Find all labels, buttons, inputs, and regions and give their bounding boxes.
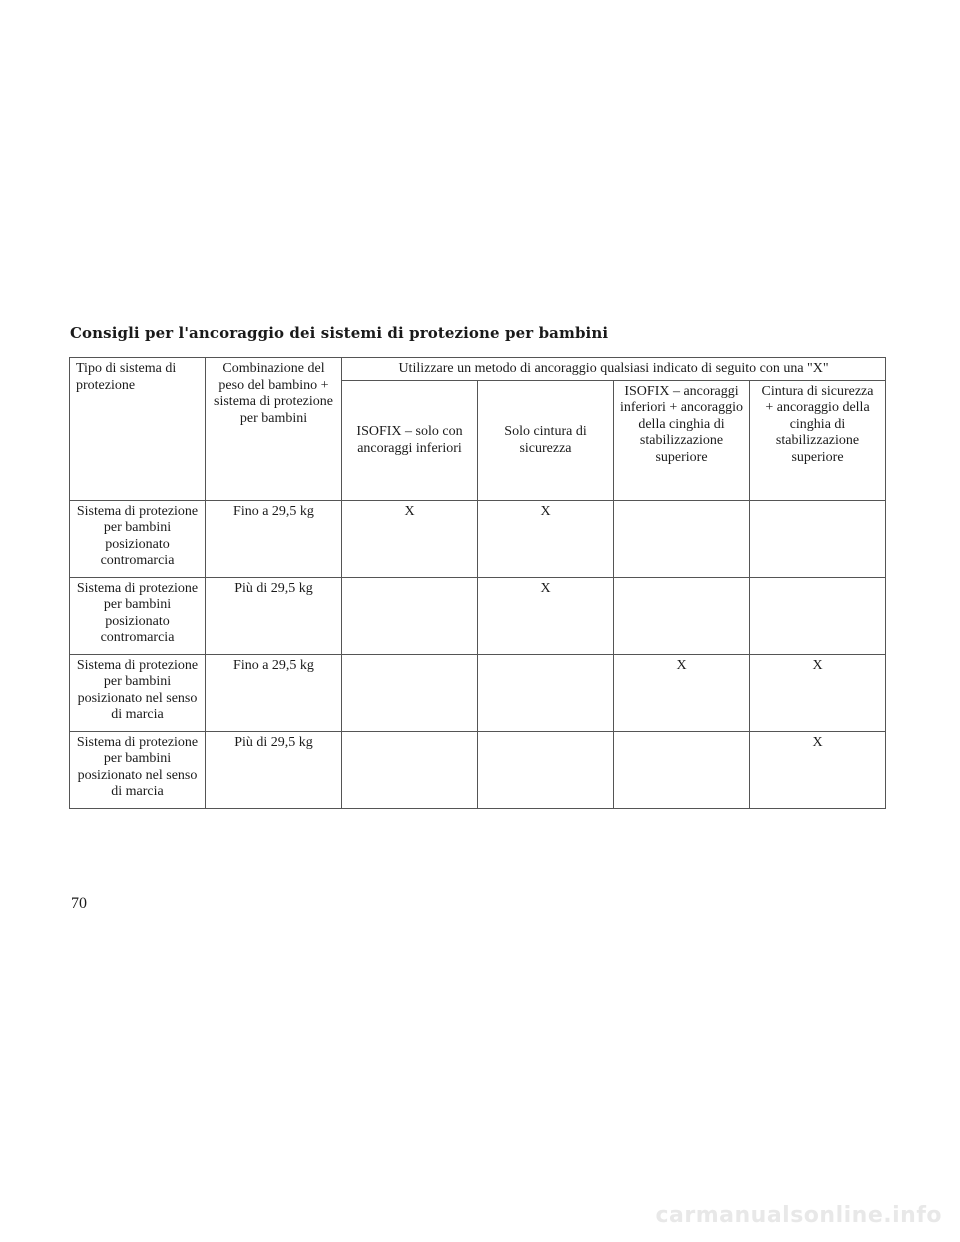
row-weight: Più di 29,5 kg xyxy=(206,577,342,654)
row-weight: Più di 29,5 kg xyxy=(206,731,342,808)
mark-isofix-lower xyxy=(342,654,478,731)
mark-isofix-tether xyxy=(614,500,750,577)
mark-isofix-tether xyxy=(614,577,750,654)
table-row xyxy=(70,654,886,731)
header-type: Tipo di sistema di protezione xyxy=(70,358,206,501)
row-type: Sistema di protezione per bambini posizionato contromarcia xyxy=(70,500,206,577)
mark-isofix-tether: X xyxy=(614,654,750,731)
table-row xyxy=(70,500,886,577)
row-type: Sistema di protezione per bambini posizionato nel senso di marcia xyxy=(70,654,206,731)
mark-belt-tether xyxy=(750,500,886,577)
header-isofix-lower: ISOFIX – solo con ancoraggi inferiori xyxy=(342,380,478,500)
mark-belt-only xyxy=(478,731,614,808)
row-weight: Fino a 29,5 kg xyxy=(206,500,342,577)
table-row xyxy=(70,731,886,808)
row-type: Sistema di protezione per bambini posizionato contromarcia xyxy=(70,577,206,654)
header-belt-tether: Cintura di sicurezza + ancoraggio della cinghia di stabilizzazione superiore xyxy=(750,380,886,500)
mark-belt-tether: X xyxy=(750,731,886,808)
mark-isofix-tether xyxy=(614,731,750,808)
site-watermark: carmanualsonline.info xyxy=(655,1203,942,1228)
header-isofix-tether: ISOFIX – ancoraggi inferiori + ancoraggio della cinghia di stabilizzazione superiore xyxy=(614,380,750,500)
mark-belt-only: X xyxy=(478,500,614,577)
header-belt-only: Solo cintura di sicurezza xyxy=(478,380,614,500)
page-number: 70 xyxy=(71,895,87,912)
mark-belt-tether: X xyxy=(750,654,886,731)
mark-isofix-lower xyxy=(342,577,478,654)
mark-belt-only: X xyxy=(478,577,614,654)
row-type: Sistema di protezione per bambini posizionato nel senso di marcia xyxy=(70,731,206,808)
table-row xyxy=(70,577,886,654)
header-row xyxy=(70,358,886,381)
mark-belt-tether xyxy=(750,577,886,654)
header-weight: Combinazione del peso del bambino + sistema di protezione per bambini xyxy=(206,358,342,501)
row-weight: Fino a 29,5 kg xyxy=(206,654,342,731)
anchorage-table xyxy=(69,357,886,809)
mark-belt-only xyxy=(478,654,614,731)
mark-isofix-lower xyxy=(342,731,478,808)
header-method: Utilizzare un metodo di ancoraggio qualsiasi indicato di seguito con una "X" xyxy=(342,358,886,381)
section-title: Consigli per l'ancoraggio dei sistemi di protezione per bambini xyxy=(70,324,609,342)
mark-isofix-lower: X xyxy=(342,500,478,577)
